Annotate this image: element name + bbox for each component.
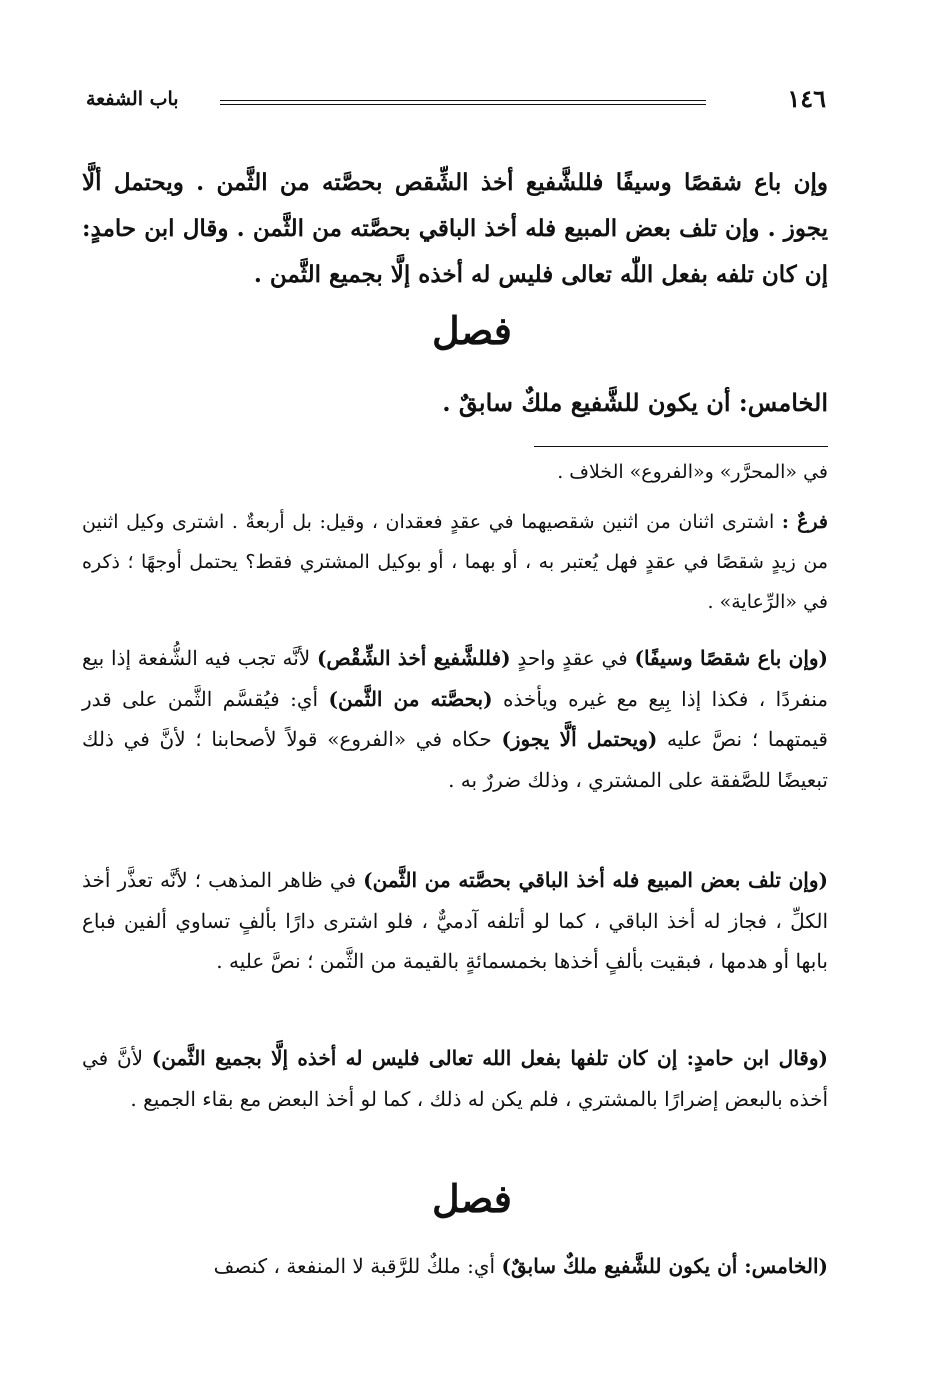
note-khilaf: في «المحرَّر» و«الفروع» الخلاف .: [557, 461, 828, 483]
matn-paragraph-sale: وإن باع شقصًا وسيفًا فللشَّفيع أخذ الشِّقص بحصَّته من الثَّمن . ويحتمل ألَّا يجوز . وإن تلف بعض المبيع فله أخذ الباقي بحصَّته من الثَّمن . وقال ابن حامدٍ: إن كان تلفه بفعل اللّٰه تعالى فليس له أخذه إلَّا بجميع الثَّمن .: [82, 169, 828, 288]
section-heading-fasl-2: فصل: [432, 1176, 512, 1221]
section-heading-fasl: فصل: [432, 308, 512, 353]
commentary-text-p1-3: لأنَّه تجب فيه الشُّفعة إذا بيع منفردًا ، فكذا إذا بِيع مع غيره ويأخذه: [82, 646, 829, 711]
commentary-text-p3-1: لأنَّ في أخذه بالبعض إضرارًا بالمشتري ، فلم يكن له ذلك ، كما لو أخذ البعض مع بقاء الجميع .: [82, 1046, 828, 1111]
commentary-text-p1-1: في عقدٍ واحدٍ: [510, 646, 635, 670]
commentary-paragraph-fifth-condition: [82, 1246, 828, 1287]
commentary-text-p2-1: في ظاهر المذهب ؛ لأنَّه تعذَّر أخذ الكلِّ ، فجاز له أخذ الباقي ، كما لو أتلفه آدميٌّ ، فلو اشترى دارًا بألفٍ تساوي ألفين فباع بابها أو هدمها ، فبقيت بألفٍ أخذها بخمسمائةٍ بالقيمة من الثَّمن ؛ نصَّ عليه .: [82, 868, 828, 973]
quoted-matn-p2-0: (وإن تلف بعض المبيع فله أخذ الباقي بحصَّته من الثَّمن): [363, 868, 828, 892]
quoted-matn-p1-0: (وإن باع شقصًا وسيفًا): [634, 646, 828, 670]
header-rule-double: [220, 104, 706, 105]
note-far-text: اشترى اثنان من اثنين شقصيهما في عقدٍ فعقدان ، وقيل: بل أربعةٌ . اشترى وكيل اثنين من زيدٍ شقصًا في عقدٍ فهل يُعتبر به ، أو بهما ، أو بوكيل المشتري فقط؟ يحتمل أوجهًا ؛ ذكره في «الرِّعاية» .: [82, 511, 828, 613]
quoted-matn-p1-6: (ويحتمل ألَّا يجوز): [501, 727, 658, 751]
running-title: باب الشفعة: [86, 88, 179, 110]
commentary-paragraph-sale: [82, 638, 828, 800]
commentary-paragraph-damage: [82, 860, 828, 982]
quoted-matn-p1-2: (فللشَّفيع أخذ الشِّقْص): [316, 646, 511, 670]
quoted-matn-p1-4: (بحصَّته من الثَّمن): [328, 686, 493, 711]
commentary-text-p1-7: حكاه في «الفروع» قولاً لأصحابنا ؛ لأنَّ في ذلك تبعيضًا للصَّفقة على المشتري ، وذلك ضررٌ به .: [82, 727, 828, 792]
note-far: [82, 502, 828, 622]
note-far-label: فرعٌ :: [781, 511, 829, 533]
commentary-text-p1-5: أي: فيُقسَّم الثَّمن على قدر قيمتهما ؛ نصَّ عليه: [82, 686, 828, 751]
footnote-separator: [534, 446, 828, 447]
matn-paragraph-fifth-condition: الخامس: أن يكون للشَّفيع ملكٌ سابقٌ .: [442, 388, 828, 417]
header-rule: [220, 100, 706, 101]
quoted-matn-p3-0: (وقال ابن حامدٍ: إن كان تلفها بفعل الله تعالى فليس له أخذه إلَّا بجميع الثَّمن): [151, 1046, 828, 1070]
page-number: ١٤٦: [787, 84, 826, 113]
commentary-paragraph-ibn-hamid: [82, 1038, 828, 1119]
page-header: [86, 84, 826, 120]
commentary-text-p4-1: أي: ملكٌ للرَّقبة لا المنفعة ، كنصف: [213, 1254, 502, 1278]
quoted-matn-p4-0: (الخامس: أن يكون للشَّفيع ملكٌ سابقٌ): [501, 1254, 828, 1278]
